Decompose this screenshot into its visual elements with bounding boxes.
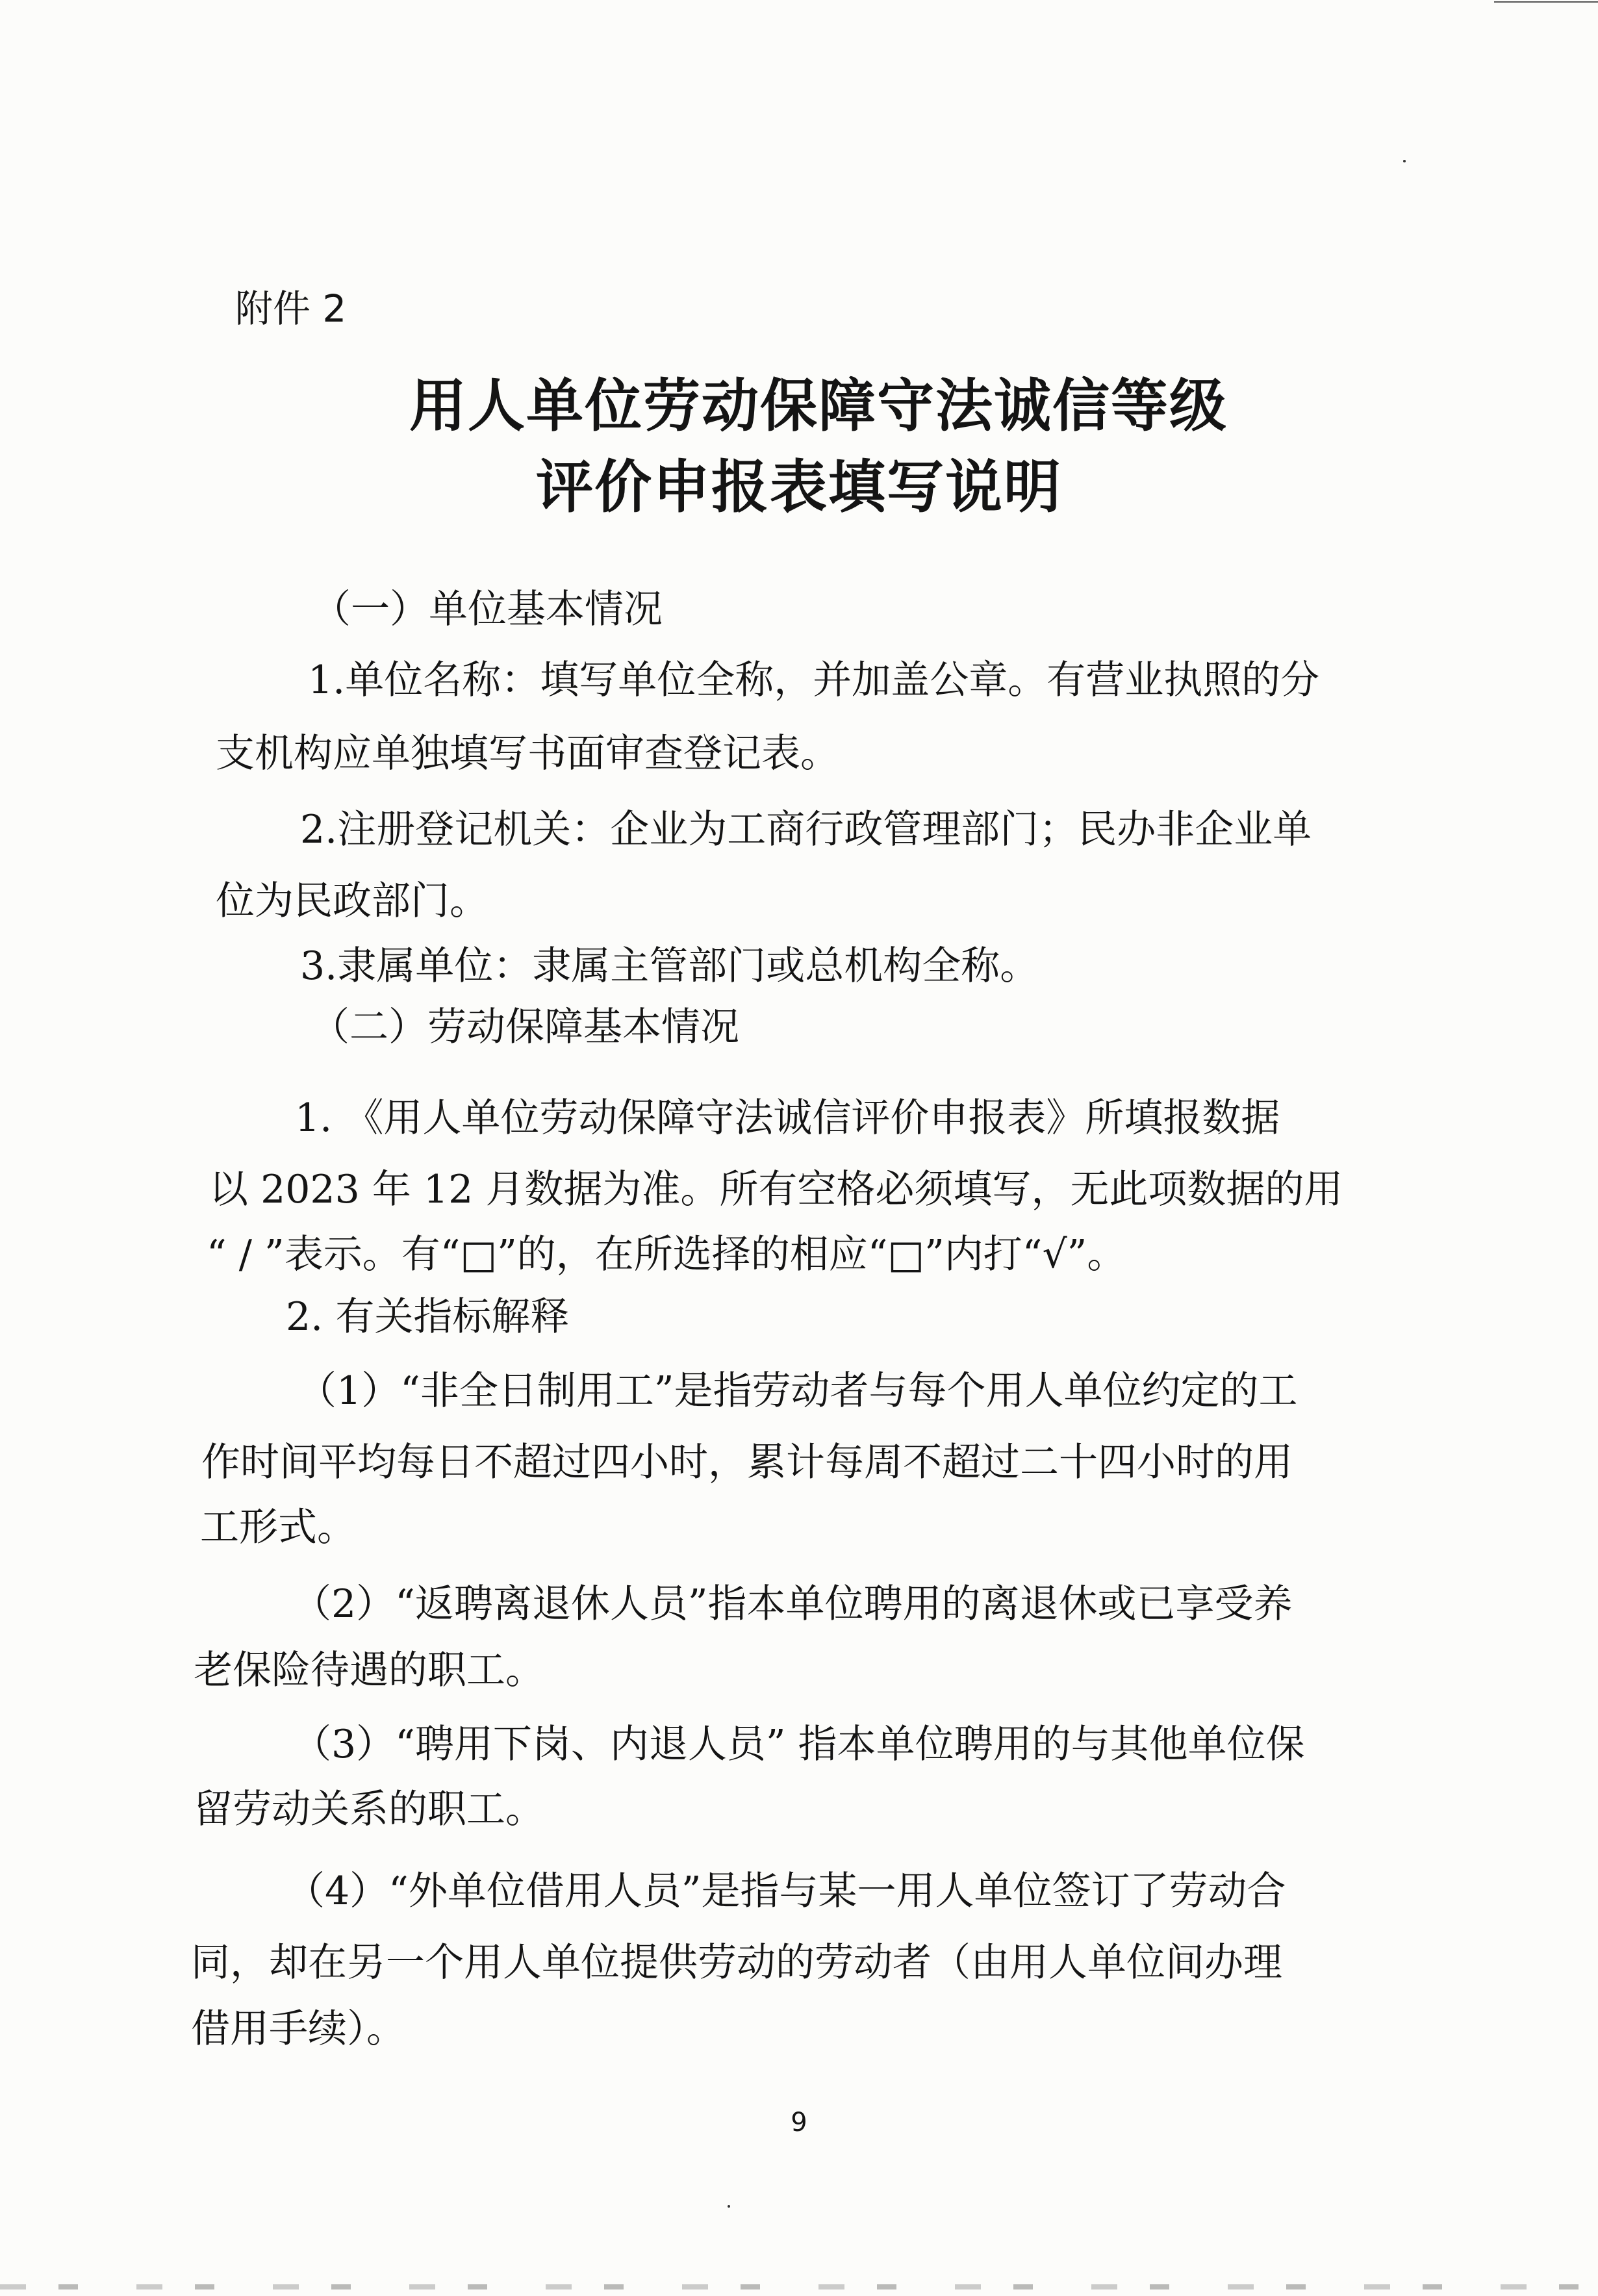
body-line: 位为民政部门。 <box>216 878 488 924</box>
attachment-label: 附件 2 <box>235 287 347 331</box>
subsection-heading: 2. 有关指标解释 <box>286 1294 570 1340</box>
document-title-line-1: 用人单位劳动保障守法诚信等级 <box>409 372 1228 439</box>
body-line: 作时间平均每日不超过四小时，累计每周不超过二十四小时的用 <box>201 1440 1293 1485</box>
scan-artifact-bottom-edge <box>0 2284 1598 2290</box>
body-line: 以 2023 年 12 月数据为准。所有空格必须填写，无此项数据的用 <box>209 1167 1343 1212</box>
scan-artifact-dot <box>728 2205 730 2208</box>
scan-artifact-dot <box>1403 160 1406 162</box>
body-line: 老保险待遇的职工。 <box>194 1648 544 1693</box>
body-line: 同，却在另一个用人单位提供劳动的劳动者（由用人单位间办理 <box>191 1940 1282 1985</box>
body-line: （1）“非全日制用工”是指劳动者与每个用人单位约定的工 <box>298 1368 1298 1414</box>
body-line: 3.隶属单位：隶属主管部门或总机构全称。 <box>300 943 1039 989</box>
page-number: 9 <box>791 2108 807 2137</box>
section-heading-basic-info: （一）单位基本情况 <box>312 587 663 632</box>
body-line: 1. 《用人单位劳动保障守法诚信评价申报表》所填报数据 <box>295 1095 1280 1141</box>
body-line: 2.注册登记机关：企业为工商行政管理部门；民办非企业单 <box>300 807 1312 852</box>
body-line: （3）“聘用下岗、内退人员” 指本单位聘用的与其他单位保 <box>292 1722 1305 1767</box>
body-line: 1.单位名称：填写单位全称，并加盖公章。有营业执照的分 <box>308 657 1320 703</box>
body-line: 借用手续）。 <box>191 2006 405 2052</box>
body-line: （4）“外单位借用人员”是指与某一用人单位签订了劳动合 <box>286 1869 1286 1914</box>
body-line: （2）“返聘离退休人员”指本单位聘用的离退休或已享受养 <box>292 1581 1293 1627</box>
scan-artifact-top-line <box>1494 1 1598 3</box>
body-line: 支机构应单独填写书面审查登记表。 <box>216 731 839 776</box>
document-title-line-2: 评价申报表填写说明 <box>535 453 1062 520</box>
body-line: 工形式。 <box>200 1505 356 1550</box>
body-line: “ / ”表示。有“□”的，在所选择的相应“□”内打“√”。 <box>207 1232 1126 1277</box>
section-heading-labor-security: （二）劳动保障基本情况 <box>311 1004 739 1050</box>
body-line: 留劳动关系的职工。 <box>194 1787 544 1832</box>
